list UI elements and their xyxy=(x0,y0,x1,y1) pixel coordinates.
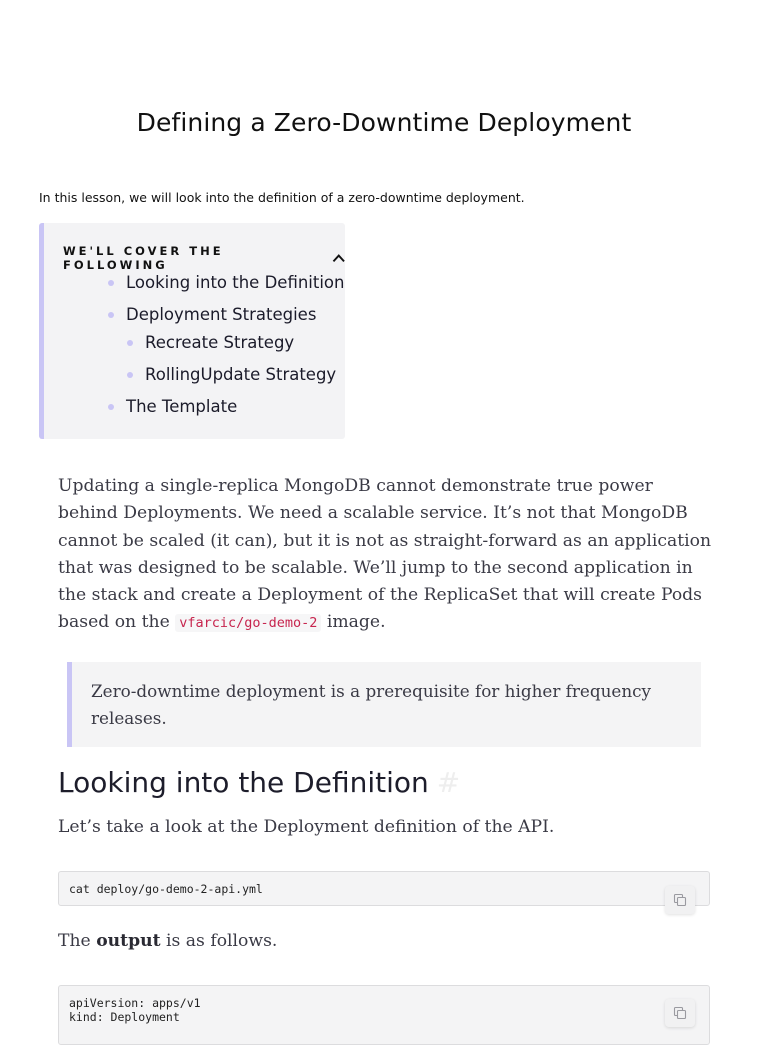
output-suffix: is as follows. xyxy=(166,931,278,951)
chevron-up-icon xyxy=(332,253,346,263)
bullet-icon xyxy=(127,340,133,346)
table-of-contents xyxy=(39,223,345,439)
toc-item-label: Looking into the Definition xyxy=(126,273,345,292)
section-heading xyxy=(58,766,460,799)
bullet-icon xyxy=(108,312,114,318)
toc-item-deployment-strategies[interactable] xyxy=(108,305,316,324)
copy-button[interactable] xyxy=(665,886,695,914)
output-code-block xyxy=(58,985,710,1045)
paragraph-suffix: image. xyxy=(326,612,386,633)
output-prefix: The xyxy=(58,931,91,951)
section-heading-text: Looking into the Definition xyxy=(58,766,429,799)
toc-item-the-template[interactable] xyxy=(108,397,237,416)
paragraph-text: Updating a single-replica MongoDB cannot demonstrate true power behind Deployments. We need a scalable service. It’s not that MongoDB cannot be scaled (it can), but it is not as straight-forward as an application that was designed to be scalable. We’ll jump to the second application in the stack and create a Deployment of the ReplicaSet that will create Pods based on the xyxy=(58,476,712,633)
anchor-link[interactable]: # xyxy=(436,766,461,799)
output-caption xyxy=(58,931,277,951)
output-code-text: apiVersion: apps/v1 kind: Deployment xyxy=(69,996,201,1024)
command-text: cat deploy/go-demo-2-api.yml xyxy=(69,882,263,896)
body-paragraph-2: Let’s take a look at the Deployment definition of the API. xyxy=(58,817,555,837)
toc-item-label: Recreate Strategy xyxy=(145,333,295,352)
output-bold: output xyxy=(96,931,161,951)
callout-note xyxy=(67,662,701,747)
copy-icon xyxy=(673,1006,687,1020)
copy-button[interactable] xyxy=(665,999,695,1027)
toc-item-label: The Template xyxy=(126,397,238,416)
toc-item-looking-into-the-definition[interactable] xyxy=(108,273,344,292)
toc-item-label: Deployment Strategies xyxy=(126,305,317,324)
lesson-intro: In this lesson, we will look into the definition of a zero-downtime deployment. xyxy=(39,190,525,205)
bullet-icon xyxy=(108,280,114,286)
inline-code: vfarcic/go-demo-2 xyxy=(175,614,321,632)
toc-item-rollingupdate-strategy[interactable] xyxy=(127,365,336,384)
toc-item-label: RollingUpdate Strategy xyxy=(145,365,337,384)
toc-item-recreate-strategy[interactable] xyxy=(127,333,294,352)
bullet-icon xyxy=(108,404,114,410)
toc-toggle[interactable] xyxy=(63,244,345,272)
command-code-block xyxy=(58,871,710,906)
page-title: Defining a Zero-Downtime Deployment xyxy=(136,108,632,137)
bullet-icon xyxy=(127,372,133,378)
copy-icon xyxy=(673,893,687,907)
body-paragraph xyxy=(58,473,718,638)
callout-text: Zero-downtime deployment is a prerequisite for higher frequency releases. xyxy=(91,681,652,728)
toc-header-label: WE'LL COVER THE FOLLOWING xyxy=(63,244,224,272)
